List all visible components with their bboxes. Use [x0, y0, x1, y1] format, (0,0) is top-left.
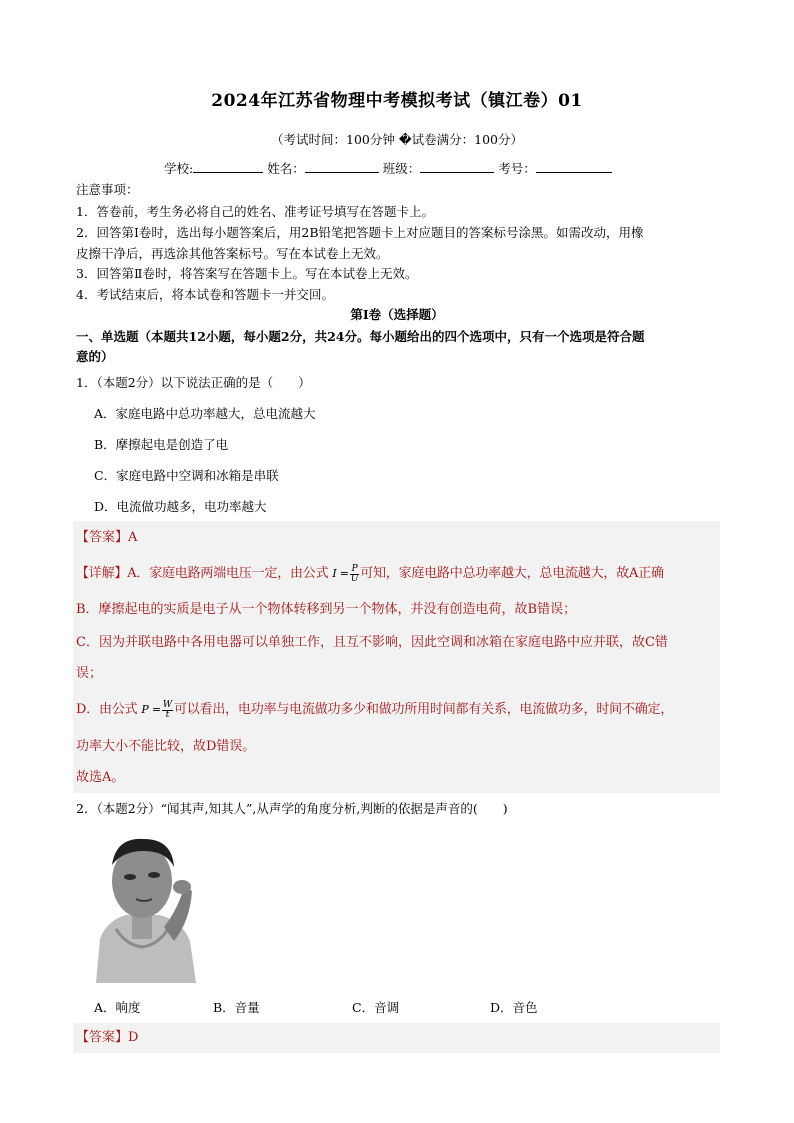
number-blank[interactable]	[536, 160, 612, 173]
exam-subtitle: （考试时间：100分钟 �试卷满分：100分）	[270, 132, 523, 147]
q1-detail-c-cont: 误；	[76, 666, 103, 681]
q1-answer	[76, 528, 720, 548]
section-title: 第Ⅰ卷（选择题）	[350, 307, 444, 322]
section-intro: 一、单选题（本题共12小题，每小题2分，共24分。每小题给出的四个选项中，只有一个选项是符合题	[76, 329, 645, 344]
notes-heading: 注意事项：	[76, 182, 139, 197]
class-blank[interactable]	[420, 160, 494, 173]
section-intro-cont: 意的）	[76, 349, 114, 364]
answer-value: A	[128, 530, 138, 545]
q2-option-a[interactable]: A．响度	[94, 1000, 141, 1015]
man-listening-photo	[86, 829, 199, 983]
note-item: 皮擦干净后，再选涂其他答案标号。写在本试卷上无效。	[76, 246, 389, 261]
note-item: 2．回答第Ⅰ卷时，选出每小题答案后，用2B铅笔把答题卡上对应题目的答案标号涂黑。如需改动，用橡	[76, 225, 644, 240]
q2-answer	[76, 1028, 720, 1048]
q1-option-d[interactable]: D．电流做功越多，电功率越大	[94, 499, 267, 514]
q1-detail-d-cont: 功率大小不能比较，故D错误。	[76, 739, 256, 754]
note-item: 1．答卷前，考生务必将自己的姓名、准考证号填写在答题卡上。	[76, 204, 434, 219]
number-label: 考号：	[498, 161, 536, 176]
q1-option-b[interactable]: B．摩擦起电是创造了电	[94, 437, 229, 452]
answer-label: 【答案】	[76, 1030, 129, 1045]
name-label: 姓名：	[267, 161, 305, 176]
class-label: 班级：	[382, 161, 421, 176]
q2-stem: 2．（本题2分）“闻其声,知其人”,从声学的角度分析,判断的依据是声音的( )	[76, 801, 508, 816]
q2-option-c[interactable]: C．音调	[352, 1000, 400, 1015]
formula-current: I = $\frac{P}{U}$	[332, 563, 359, 584]
name-blank[interactable]	[305, 160, 379, 173]
detail-label: 【详解】	[76, 566, 128, 581]
note-item: 3．回答第Ⅱ卷时，将答案写在答题卡上。写在本试卷上无效。	[76, 266, 418, 281]
q1-conclusion: 故选A。	[76, 770, 125, 785]
q1-detail-d: D．由公式 P = $\frac{W}{t}$ 可以看出，电功率与电流做功多少和做功所用时间都有关系，电流做功多，时间不确定，	[76, 699, 674, 720]
q1-option-c[interactable]: C．家庭电路中空调和冰箱是串联	[94, 468, 279, 483]
formula-power: P = $\frac{W}{t}$	[141, 699, 172, 720]
student-info-line	[164, 159, 612, 177]
q2-option-b[interactable]: B．音量	[213, 1000, 260, 1015]
q1-detail-c: C．因为并联电路中各用电器可以单独工作，且互不影响，因此空调和冰箱在家庭电路中应并联，故C错	[76, 635, 668, 650]
school-blank[interactable]	[193, 160, 263, 173]
q1-detail-a: 【详解】A．家庭电路两端电压一定，由公式 I = $\frac{P}{U}$ 可知，家庭电路中总功率越大，总电流越大，故A正确	[76, 563, 664, 584]
exam-title: 2024年江苏省物理中考模拟考试（镇江卷）01	[211, 91, 583, 111]
answer-label: 【答案】	[76, 530, 129, 545]
note-item: 4．考试结束后，将本试卷和答题卡一并交回。	[76, 287, 334, 302]
school-label: 学校:	[164, 161, 194, 176]
q1-option-a[interactable]: A．家庭电路中总功率越大，总电流越大	[94, 406, 316, 421]
answer-value: D	[128, 1030, 139, 1045]
q2-option-d[interactable]: D．音色	[490, 1000, 538, 1015]
q1-stem: 1．（本题2分）以下说法正确的是（ ）	[76, 375, 311, 390]
q1-detail-b: B．摩擦起电的实质是电子从一个物体转移到另一个物体，并没有创造电荷，故B错误；	[76, 602, 577, 617]
